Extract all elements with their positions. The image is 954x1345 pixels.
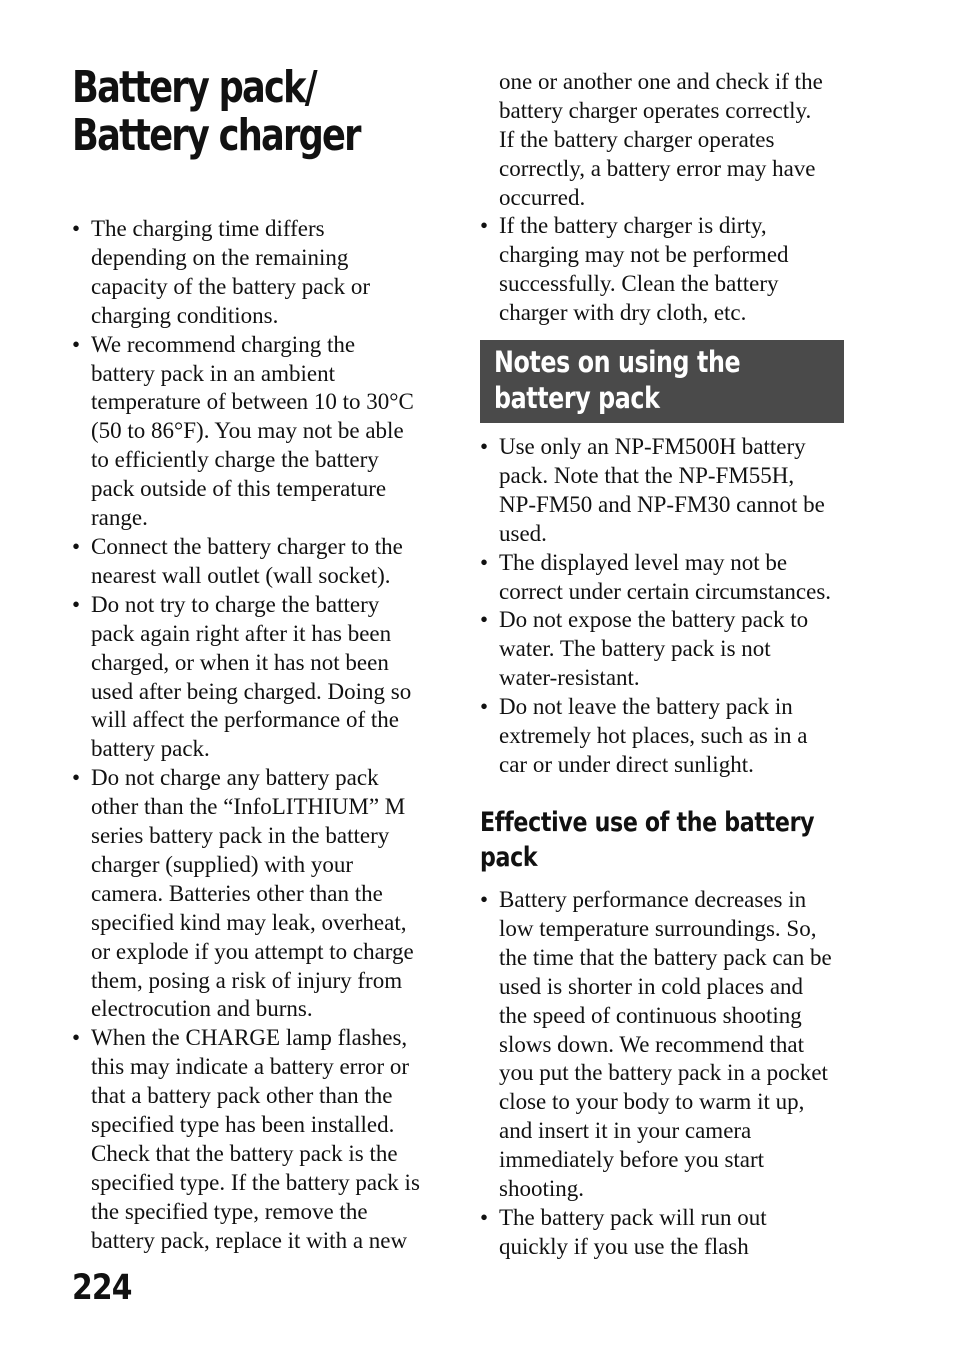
section-header-line-2: battery pack <box>494 381 660 415</box>
list-item-line: • The displayed level may not be <box>499 549 788 575</box>
list-item <box>480 606 852 693</box>
list-item-line: pack outside of this temperature <box>91 476 387 502</box>
list-item-line: • The charging time differs <box>91 216 325 241</box>
list-item-line: low temperature surroundings. So, <box>499 915 817 941</box>
list-item <box>72 331 437 533</box>
list-item-line: • Battery performance decreases in <box>499 887 807 912</box>
list-item-line: correct under certain circumstances. <box>499 578 832 604</box>
list-item-line: • The battery pack will run out <box>499 1204 767 1230</box>
paragraph-line: one or another one and check if the <box>499 69 823 94</box>
charger-cleaning-list <box>480 212 850 328</box>
list-item-line: the specified type, remove the <box>91 1198 368 1224</box>
paragraph-line: occurred. <box>499 184 586 210</box>
list-item-line: (50 to 86°F). You may not be able <box>91 418 404 444</box>
list-item-line: that a battery pack other than the <box>91 1083 393 1109</box>
paragraph-line: correctly, a battery error may have <box>499 155 816 181</box>
list-item-line: or explode if you attempt to charge <box>91 938 414 964</box>
page-title-line-2: Battery charger <box>72 110 360 161</box>
battery-pack-notes-list <box>480 433 852 780</box>
list-item-line: you put the battery pack in a pocket <box>499 1060 828 1086</box>
list-item-line: used. <box>499 520 547 546</box>
list-item-line: used is shorter in cold places and <box>499 973 804 999</box>
subsection-title-line-2: pack <box>480 842 538 873</box>
list-item <box>480 549 852 607</box>
list-item-line: camera. Batteries other than the <box>91 880 383 906</box>
list-item-line: close to your body to warm it up, <box>499 1089 805 1115</box>
section-header-notes <box>480 340 844 423</box>
list-item <box>72 215 437 331</box>
list-item-line: • Do not charge any battery pack <box>91 765 379 791</box>
list-item-line: pack again right after it has been <box>91 620 392 646</box>
list-item-line: capacity of the battery pack or <box>91 273 371 299</box>
list-item-line: range. <box>91 505 148 531</box>
list-item-line: battery pack in an ambient <box>91 360 335 386</box>
list-item-line: specified kind may leak, overheat, <box>91 909 407 935</box>
list-item-line: charging conditions. <box>91 302 279 328</box>
list-item-line: • Do not try to charge the battery <box>91 591 380 617</box>
list-item <box>480 1204 852 1262</box>
list-item <box>480 212 850 328</box>
list-item-line: the speed of continuous shooting <box>499 1002 802 1028</box>
list-item-line: car or under direct sunlight. <box>499 751 754 777</box>
list-item-line: will affect the performance of the <box>91 707 400 733</box>
list-item-line: water. The battery pack is not <box>499 636 771 662</box>
list-item-line: charger with dry cloth, etc. <box>499 299 747 325</box>
list-item-line: successfully. Clean the battery <box>499 270 779 296</box>
list-item-line: other than the “InfoLITHIUM” M <box>91 794 406 820</box>
list-item-line: them, posing a risk of injury from <box>91 967 403 993</box>
effective-use-list <box>480 886 852 1262</box>
list-item-line: depending on the remaining <box>91 244 349 270</box>
list-item-line: • Do not expose the battery pack to <box>499 607 809 633</box>
continued-paragraph <box>499 68 849 213</box>
list-item <box>480 693 852 780</box>
list-item <box>480 886 852 1204</box>
page-number: 224 <box>72 1268 132 1308</box>
list-item-line: electrocution and burns. <box>91 996 313 1022</box>
list-item-line: to efficiently charge the battery <box>91 447 379 473</box>
list-item-line: pack. Note that the NP-FM55H, <box>499 462 795 488</box>
list-item-line: • When the CHARGE lamp flashes, <box>91 1025 408 1051</box>
list-item-line: battery pack. <box>91 736 210 762</box>
list-item-line: the time that the battery pack can be <box>499 944 832 970</box>
list-item-line: series battery pack in the battery <box>91 823 390 849</box>
list-item <box>72 764 437 1024</box>
list-item-line: NP-FM50 and NP-FM30 cannot be <box>499 491 825 517</box>
list-item-line: extremely hot places, such as in a <box>499 723 808 749</box>
list-item-line: slows down. We recommend that <box>499 1031 804 1057</box>
list-item-line: nearest wall outlet (wall socket). <box>91 562 391 588</box>
page-title-line-1: Battery pack/ <box>72 62 316 113</box>
list-item-line: charged, or when it has not been <box>91 649 389 675</box>
section-header-line-1: Notes on using the <box>494 345 741 379</box>
list-item-line: • If the battery charger is dirty, <box>499 213 767 238</box>
list-item-line: battery pack, replace it with a new <box>91 1227 408 1253</box>
list-item <box>72 1024 437 1255</box>
list-item <box>480 433 852 549</box>
list-item-line: this may indicate a battery error or <box>91 1054 410 1080</box>
list-item-line: • Use only an NP-FM500H battery <box>499 434 806 459</box>
list-item-line: specified type. If the battery pack is <box>91 1169 420 1195</box>
list-item-line: and insert it in your camera <box>499 1118 752 1144</box>
list-item-line: used after being charged. Doing so <box>91 678 412 704</box>
list-item-line: specified type has been installed. <box>91 1112 395 1138</box>
page-title <box>72 64 392 160</box>
list-item-line: charger (supplied) with your <box>91 851 354 877</box>
list-item <box>72 533 437 591</box>
paragraph-line: If the battery charger operates <box>499 126 775 152</box>
list-item-line: • Do not leave the battery pack in <box>499 694 793 720</box>
list-item <box>72 591 437 764</box>
list-item-line: Check that the battery pack is the <box>91 1141 398 1166</box>
list-item-line: quickly if you use the flash <box>499 1233 749 1259</box>
list-item-line: charging may not be performed <box>499 241 789 267</box>
paragraph-line: battery charger operates correctly. <box>499 97 812 123</box>
list-item-line: water-resistant. <box>499 665 640 691</box>
list-item-line: temperature of between 10 to 30°C <box>91 389 414 415</box>
list-item-line: shooting. <box>499 1176 584 1202</box>
battery-charger-notes-list <box>72 215 437 1256</box>
list-item-line: • We recommend charging the <box>91 331 356 357</box>
list-item-line: immediately before you start <box>499 1147 765 1173</box>
subsection-title-effective-use <box>480 805 833 875</box>
subsection-title-line-1: Effective use of the battery <box>480 807 815 838</box>
list-item-line: • Connect the battery charger to the <box>91 533 403 559</box>
